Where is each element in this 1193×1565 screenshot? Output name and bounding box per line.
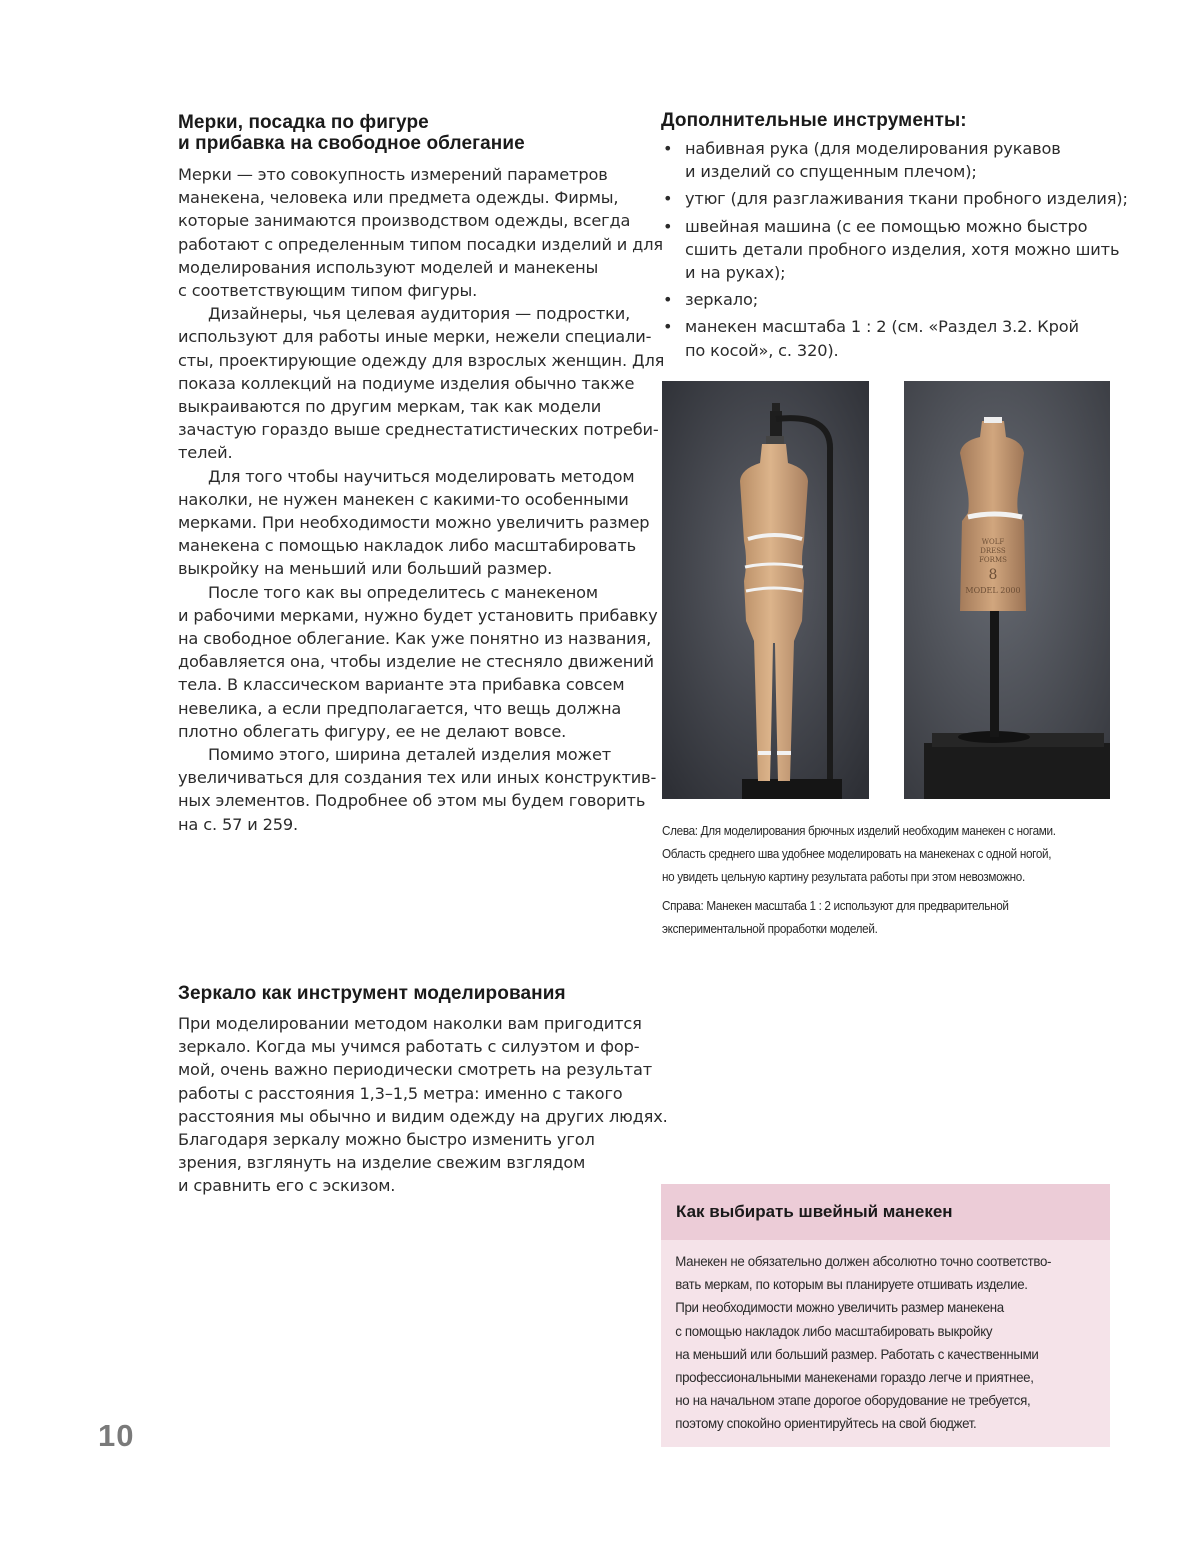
- text-line: зрения, взглянуть на изделие свежим взглядом: [178, 1153, 586, 1173]
- text-line: зачастую гораздо выше среднестатистических потреби-: [178, 420, 659, 440]
- section-tools: [661, 110, 1128, 366]
- text-line: Дизайнеры, чья целевая аудитория — подростки,: [208, 304, 631, 324]
- tools-list: [661, 137, 1128, 362]
- section-measurements-title: Мерки, посадка по фигуре и прибавка на свободное облегание: [178, 112, 525, 154]
- text-line: и сравнить его с эскизом.: [178, 1176, 396, 1196]
- text-line: телей.: [178, 443, 233, 463]
- text-line: с помощью накладок либо масштабировать выкройку: [675, 1322, 993, 1339]
- caption-left: [662, 820, 1146, 889]
- paragraph: [178, 302, 665, 464]
- text-line: вать меркам, по которым вы планируете отшивать изделие.: [675, 1276, 1028, 1293]
- text-line: увеличиваться для создания тех или иных конструктив-: [178, 768, 657, 788]
- text-line: работают с определенным типом посадки изделий и для: [178, 234, 664, 254]
- text-line: Благодаря зеркалу можно быстро изменить угол: [178, 1130, 595, 1150]
- sidebar-body: [661, 1240, 1088, 1436]
- section-mirror-body: [178, 1012, 668, 1198]
- text-line: Мерки — это совокупность измерений параметров: [178, 165, 608, 184]
- text-line: с соответствующим типом фигуры.: [178, 281, 478, 301]
- text-line: и на руках);: [685, 263, 786, 283]
- text-line: добавляется она, чтобы изделие не стесняло движений: [178, 652, 654, 672]
- text-line: профессиональными манекенами гораздо легче и приятнее,: [675, 1369, 1034, 1386]
- text-line: Область среднего шва удобнее моделировать на манекенах с одной ногой,: [662, 847, 1052, 861]
- text-line: которые занимаются производством одежды, всегда: [178, 211, 631, 231]
- text-line: Слева: Для моделирования брючных изделий необходим манекен с ногами.: [662, 824, 1056, 838]
- text-line: набивная рука (для моделирования рукавов: [685, 139, 1061, 158]
- sidebar-box: [661, 1184, 1110, 1447]
- text-line: и рабочими мерками, нужно будет установить прибавку: [178, 605, 658, 625]
- section-tools-title: Дополнительные инструменты:: [661, 110, 967, 131]
- bullet-icon: •: [663, 139, 673, 158]
- half-scale-form-image: [904, 381, 1110, 799]
- paragraph: [178, 581, 658, 743]
- caption-right: [662, 895, 1146, 941]
- photo-half-scale-form: [904, 381, 1110, 799]
- text-line: сты, проектирующие одежду для взрослых женщин. Для: [178, 350, 665, 370]
- bullet-icon: •: [663, 189, 673, 209]
- text-line: Манекен не обязательно должен абсолютно точно соответство-: [675, 1253, 1052, 1269]
- text-line: сшить детали пробного изделия, хотя можно шить: [685, 239, 1120, 259]
- page-number: 10: [98, 1418, 135, 1453]
- section-measurements-body: [178, 163, 665, 836]
- form-label-line: FORMS: [979, 556, 1007, 564]
- text-line: Для того чтобы научиться моделировать методом: [208, 466, 635, 486]
- tools-list-item: [661, 215, 1121, 285]
- form-label-line: MODEL 2000: [965, 586, 1021, 595]
- section-mirror-title: Зеркало как инструмент моделирования: [178, 983, 566, 1004]
- text-line: манекена, человека или предмета одежды. Фирмы,: [178, 188, 619, 208]
- paragraph: [178, 465, 650, 581]
- mannequin-with-legs-image: [662, 381, 869, 799]
- text-line: экспериментальной проработки моделей.: [662, 922, 878, 936]
- text-line: плотно облегать фигуру, ее не делают вовсе.: [178, 721, 567, 741]
- text-line: После того как вы определитесь с манекеном: [208, 582, 598, 602]
- tools-list-item: [661, 187, 1128, 210]
- text-line: на свободное облегание. Как уже понятно из названия,: [178, 629, 652, 649]
- text-line: расстояния мы обычно и видим одежду на других людях.: [178, 1106, 668, 1126]
- text-line: выкраиваются по другим меркам, так как модели: [178, 397, 602, 417]
- paragraph: [178, 743, 657, 836]
- text-line: При необходимости можно увеличить размер манекена: [675, 1299, 1004, 1316]
- form-label-line: DRESS: [980, 547, 1006, 555]
- text-line: утюг (для разглаживания ткани пробного изделия);: [685, 189, 1128, 209]
- section-measurements: [178, 112, 665, 836]
- photo-mannequin-with-legs: [662, 381, 869, 799]
- tools-list-item: [661, 315, 1121, 361]
- text-line: показа коллекций на подиуме изделия обычно также: [178, 373, 635, 393]
- text-line: Помимо этого, ширина деталей изделия может: [208, 745, 612, 765]
- text-line: на с. 57 и 259.: [178, 814, 299, 834]
- paragraph: [178, 163, 664, 302]
- text-line: используют для работы иные мерки, нежели специали-: [178, 327, 652, 347]
- text-line: но увидеть цельную картину результата работы при этом невозможно.: [662, 870, 1025, 884]
- sidebar-title: Как выбирать швейный манекен: [661, 1184, 1110, 1240]
- form-label-line: 8: [988, 567, 998, 583]
- text-line: работы с расстояния 1,3–1,5 метра: именно с такого: [178, 1083, 623, 1103]
- text-line: мой, очень важно периодически смотреть на результат: [178, 1060, 652, 1080]
- section-mirror: [178, 983, 668, 1198]
- text-line: ных элементов. Подробнее об этом мы будем говорить: [178, 791, 646, 811]
- bullet-icon: •: [663, 317, 673, 337]
- text-line: невелика, а если предполагается, что вещь должна: [178, 698, 622, 718]
- text-line: моделирования используют моделей и манекены: [178, 257, 599, 277]
- bullet-icon: •: [663, 216, 673, 236]
- text-line: по косой», с. 320).: [685, 340, 839, 360]
- text-line: зеркало;: [685, 290, 759, 310]
- text-line: зеркало. Когда мы учимся работать с силуэтом и фор-: [178, 1037, 640, 1057]
- text-line: манекена с помощью накладок либо масштабировать: [178, 536, 636, 556]
- tools-list-item: [661, 137, 1121, 183]
- text-line: манекен масштаба 1 : 2 (см. «Раздел 3.2. Крой: [685, 317, 1079, 337]
- text-line: мерками. При необходимости можно увеличить размер: [178, 513, 650, 533]
- text-line: наколки, не нужен манекен с какими-то особенными: [178, 489, 629, 509]
- text-line: поэтому спокойно ориентируйтесь на свой бюджет.: [675, 1415, 977, 1432]
- text-line: При моделировании методом наколки вам пригодится: [178, 1014, 642, 1033]
- text-line: тела. В классическом варианте эта прибавка совсем: [178, 675, 625, 695]
- text-line: выкройку на меньший или больший размер.: [178, 559, 553, 579]
- text-line: но на начальном этапе дорогое оборудование не требуется,: [675, 1392, 1031, 1409]
- bullet-icon: •: [663, 290, 673, 310]
- tools-list-item: [661, 288, 1121, 311]
- text-line: Справа: Манекен масштаба 1 : 2 используют для предварительной: [662, 899, 1009, 913]
- text-line: и изделий со спущенным плечом);: [685, 162, 977, 182]
- form-label-line: WOLF: [981, 538, 1005, 546]
- text-line: на меньший или больший размер. Работать с качественными: [675, 1345, 1039, 1362]
- text-line: швейная машина (с ее помощью можно быстро: [685, 216, 1088, 236]
